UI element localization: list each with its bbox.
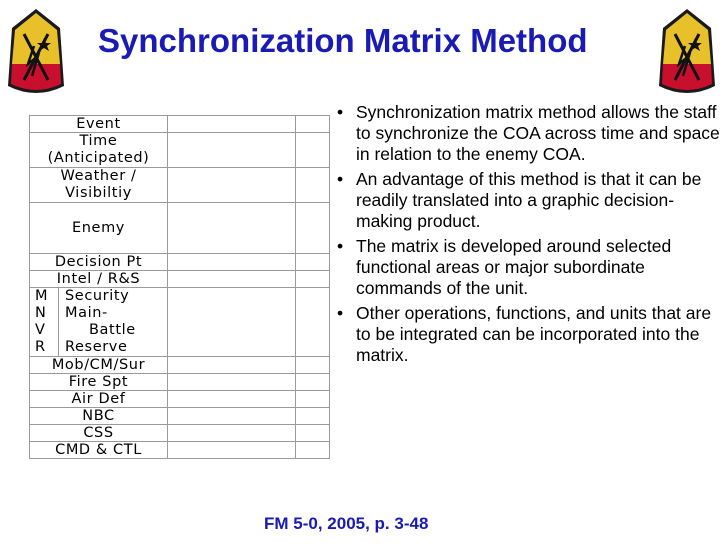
matrix-cell [296,391,330,408]
row-label-css: CSS [30,425,168,442]
mnvr-letter: V [35,322,46,338]
mnvr-letter: M [35,288,49,304]
row-label-weather-line1: Weather / [60,168,137,184]
bullet-dot: • [337,102,344,122]
matrix-cell [168,425,296,442]
matrix-cell [168,203,296,254]
matrix-row-airdef [30,391,330,408]
matrix-row-decision-pt [30,254,330,271]
matrix-row-mnvr [30,288,330,357]
row-label-time [30,133,168,168]
unit-insignia-icon [4,6,68,100]
row-label-nbc: NBC [30,408,168,425]
matrix-cell [168,133,296,168]
matrix-row-nbc [30,408,330,425]
mnvr-reserve: Reserve [65,339,128,355]
matrix-cell [296,357,330,374]
row-label-weather-line2: Visibiltiy [65,185,132,201]
bullet-item [335,236,720,299]
matrix-cell [168,116,296,133]
bullet-item [335,169,720,232]
slide-title: Synchronization Matrix Method [98,22,588,59]
matrix-cell [296,408,330,425]
row-label-air-def: Air Def [30,391,168,408]
matrix-cell [296,442,330,459]
mnvr-subrows [58,288,167,356]
matrix-cell [296,133,330,168]
row-label-mnvr [30,288,168,357]
matrix-row-intel [30,271,330,288]
unit-insignia-icon [655,6,719,100]
bullet-text: Synchronization matrix method allows the staff to synchronize the COA across time and space in relation to the enemy COA. [356,102,720,164]
matrix-cell [168,271,296,288]
matrix-cell [168,408,296,425]
matrix-row-weather [30,168,330,203]
mnvr-main-line2: Battle [89,322,136,338]
bullet-text: An advantage of this method is that it can be readily translated into a graphic decision-making product. [356,169,702,231]
bullet-item [335,102,720,165]
matrix-row-cmd [30,442,330,459]
matrix-cell [296,374,330,391]
mnvr-letter: N [35,305,47,321]
synchronization-matrix [29,115,330,459]
matrix-row-fire [30,374,330,391]
matrix-cell [168,254,296,271]
mnvr-main-line1: Main- [65,305,108,321]
row-label-fire-spt: Fire Spt [30,374,168,391]
matrix-cell [168,168,296,203]
bullet-text: The matrix is developed around selected functional areas or major subordinate commands of the unit. [356,236,672,298]
matrix-row-enemy [30,203,330,254]
row-label-time-line1: Time [79,133,118,149]
matrix-cell [168,391,296,408]
bullet-item [335,303,720,366]
matrix-cell [168,442,296,459]
mnvr-security: Security [65,288,130,304]
bullet-list [335,102,720,370]
row-label-mob: Mob/CM/Sur [30,357,168,374]
matrix-cell [296,288,330,357]
row-label-intel: Intel / R&S [30,271,168,288]
matrix-cell [168,374,296,391]
row-label-decision-pt: Decision Pt [30,254,168,271]
mnvr-group [30,288,167,356]
matrix-cell [296,254,330,271]
matrix-cell [296,425,330,442]
matrix-cell [168,357,296,374]
row-label-weather [30,168,168,203]
matrix-row-event [30,116,330,133]
matrix-row-mob [30,357,330,374]
matrix-row-css [30,425,330,442]
mnvr-letter: R [35,339,46,355]
matrix-cell [296,271,330,288]
source-citation: FM 5-0, 2005, p. 3-48 [264,514,429,533]
matrix-row-time [30,133,330,168]
row-label-cmd-ctl: CMD & CTL [30,442,168,459]
row-label-time-line2: (Anticipated) [47,150,150,166]
matrix-cell [168,288,296,357]
bullet-text: Other operations, functions, and units that are to be integrated can be incorporated into the matrix. [356,303,712,365]
bullet-dot: • [337,303,344,323]
matrix-cell [296,116,330,133]
bullet-dot: • [337,169,344,189]
bullet-dot: • [337,236,344,256]
matrix-cell [296,203,330,254]
mnvr-letters [35,288,57,356]
matrix-cell [296,168,330,203]
row-label-enemy: Enemy [30,203,168,254]
row-label-event: Event [30,116,168,133]
